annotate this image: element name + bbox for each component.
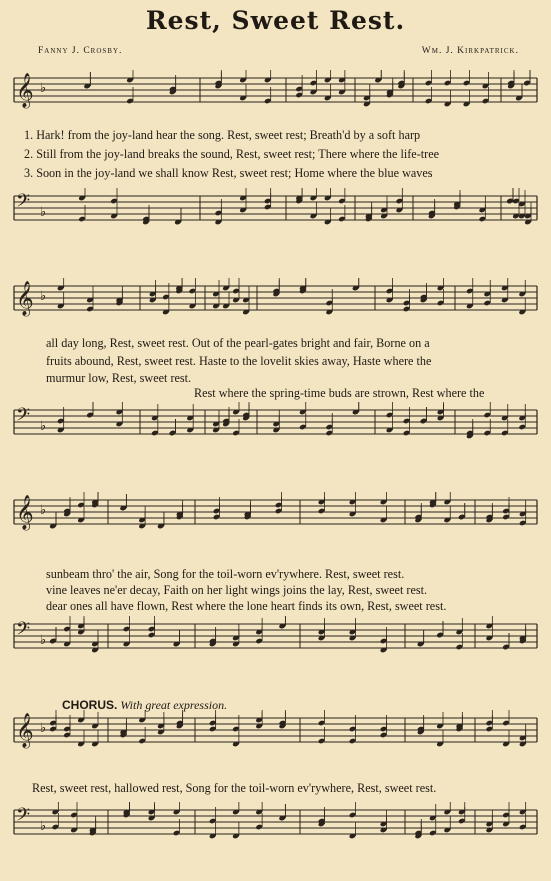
chorus-heading: CHORUS. [62, 698, 118, 712]
flat-icon: ♭ [40, 632, 47, 647]
lyric-line: murmur low, Rest, sweet rest. [46, 371, 192, 385]
treble-staff-3 [0, 492, 551, 546]
bass-clef-icon: 𝄢 [16, 619, 31, 644]
hymn-title: Rest, Sweet Rest. [145, 6, 406, 35]
treble-clef-icon: 𝄞 [16, 73, 34, 108]
lyric-line: fruits abound, Rest, sweet rest. Haste to the lovelit skies away, Haste where the [46, 354, 432, 368]
bass-clef-icon: 𝄢 [16, 805, 31, 830]
lyric-line: all day long, Rest, sweet rest. Out of the pearl-gates bright and fair, Borne on a [46, 336, 430, 350]
flat-icon: ♭ [40, 288, 47, 303]
expression-mark: With great expression. [120, 698, 228, 712]
treble-staff-1 [0, 70, 551, 124]
lyric-line: 2. Still from the joy-land breaks the sound, Rest, sweet rest; There where the life-tree [24, 147, 440, 161]
treble-staff-2 [0, 278, 551, 332]
flat-icon: ♭ [40, 418, 47, 433]
bass-clef-icon: 𝄢 [16, 405, 31, 430]
lyric-line: Rest, sweet rest, hallowed rest, Song for the toil-worn ev'rywhere, Rest, sweet rest. [32, 781, 437, 795]
bass-staff-3 [0, 616, 551, 670]
treble-staff-chorus [0, 710, 551, 764]
bass-clef-icon: 𝄢 [16, 191, 31, 216]
lyric-line: 1. Hark! from the joy-land hear the song. Rest, sweet rest; Breath'd by a soft harp [24, 128, 421, 142]
lyric-line: sunbeam thro' the air, Song for the toil-worn ev'rywhere. Rest, sweet rest. [46, 567, 405, 581]
lyricist-credit: Fanny J. Crosby. [38, 46, 123, 56]
treble-clef-icon: 𝄞 [16, 495, 34, 530]
bass-staff-1 [0, 188, 551, 242]
flat-icon: ♭ [40, 502, 47, 517]
composer-credit: Wm. J. Kirkpatrick. [421, 46, 519, 56]
flat-icon: ♭ [40, 818, 47, 833]
treble-clef-icon: 𝄞 [16, 713, 34, 748]
lyric-line: dear ones all have flown, Rest where the lone heart finds its own, Rest, sweet rest. [46, 599, 447, 613]
lyric-line: Rest where the spring-time buds are strown, Rest where the [194, 386, 485, 400]
lyric-line: vine leaves ne'er decay, Faith on her light wings joins the lay, Rest, sweet rest. [46, 583, 428, 597]
flat-icon: ♭ [40, 204, 47, 219]
lyric-line: 3. Soon in the joy-land we shall know Rest, sweet rest; Home where the blue waves [24, 166, 433, 180]
bass-staff-chorus [0, 802, 551, 856]
flat-icon: ♭ [40, 720, 47, 735]
flat-icon: ♭ [40, 80, 47, 95]
bass-staff-2 [0, 402, 551, 456]
treble-clef-icon: 𝄞 [16, 281, 34, 316]
